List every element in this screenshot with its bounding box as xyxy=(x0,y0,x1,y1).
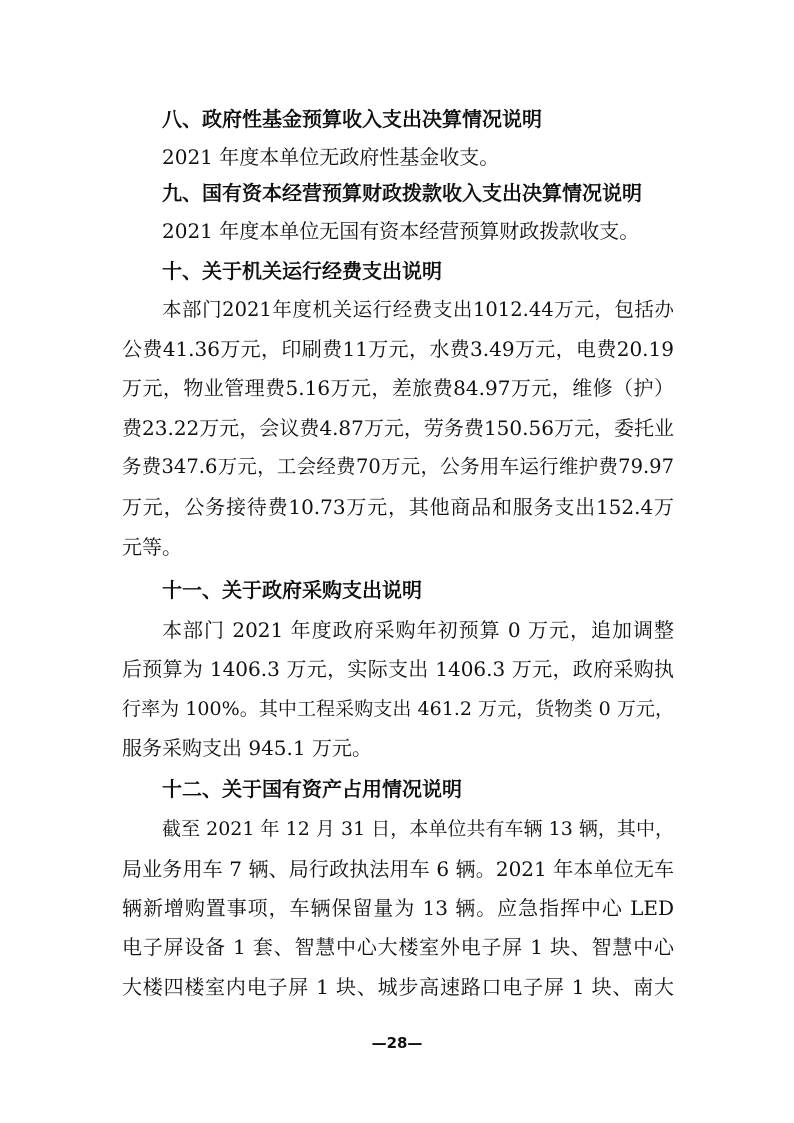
section-10-paragraph-line: 万元，公务接待费10.73万元，其他商品和服务支出152.4万 xyxy=(122,495,674,519)
section-12-paragraph-line: 辆新增购置事项，车辆保留量为 13 辆。应急指挥中心 LED xyxy=(122,896,674,920)
section-10-paragraph-line: 费23.22万元，会议费4.87万元，劳务费150.56万元，委托业 xyxy=(122,416,674,440)
page-number: —28— xyxy=(371,1034,423,1052)
section-11-heading: 十一、关于政府采购支出说明 xyxy=(162,578,422,602)
section-11-paragraph-line: 服务采购支出 945.1 万元。 xyxy=(122,736,372,760)
section-10-paragraph-line: 本部门2021年度机关运行经费支出1012.44万元，包括办 xyxy=(162,298,674,321)
section-12-paragraph-line: 电子屏设备 1 套、智慧中心大楼室外电子屏 1 块、智慧中心 xyxy=(122,935,674,959)
section-11-paragraph-line: 后预算为 1406.3 万元，实际支出 1406.3 万元，政府采购执 xyxy=(122,657,674,681)
section-10-paragraph-line: 公费41.36万元，印刷费11万元，水费3.49万元，电费20.19 xyxy=(122,337,674,361)
section-11-paragraph-line: 本部门 2021 年度政府采购年初预算 0 万元，追加调整 xyxy=(162,618,674,642)
section-12-paragraph-line: 大楼四楼室内电子屏 1 块、城步高速路口电子屏 1 块、南大 xyxy=(122,975,674,999)
section-8-heading: 八、政府性基金预算收入支出决算情况说明 xyxy=(162,107,542,131)
section-9-paragraph: 2021 年度本单位无国有资本经营预算财政拨款收支。 xyxy=(162,219,640,243)
section-10-paragraph-line: 务费347.6万元，工会经费70万元，公务用车运行维护费79.97 xyxy=(122,455,674,478)
section-12-paragraph-line: 截至 2021 年 12 月 31 日，本单位共有车辆 13 辆，其中， xyxy=(162,818,674,840)
section-9-heading: 九、国有资本经营预算财政拨款收入支出决算情况说明 xyxy=(162,181,642,205)
section-8-paragraph: 2021 年度本单位无政府性基金收支。 xyxy=(162,145,500,169)
section-10-paragraph-line: 万元，物业管理费5.16万元，差旅费84.97万元，维修（护） xyxy=(122,376,674,400)
section-12-paragraph-line: 局业务用车 7 辆、局行政执法用车 6 辆。2021 年本单位无车 xyxy=(122,857,674,881)
section-10-heading: 十、关于机关运行经费支出说明 xyxy=(162,259,442,283)
section-11-paragraph-line: 行率为 100%。其中工程采购支出 461.2 万元，货物类 0 万元， xyxy=(122,698,674,720)
section-10-paragraph-line: 元等。 xyxy=(122,535,182,559)
section-12-heading: 十二、关于国有资产占用情况说明 xyxy=(162,777,462,801)
